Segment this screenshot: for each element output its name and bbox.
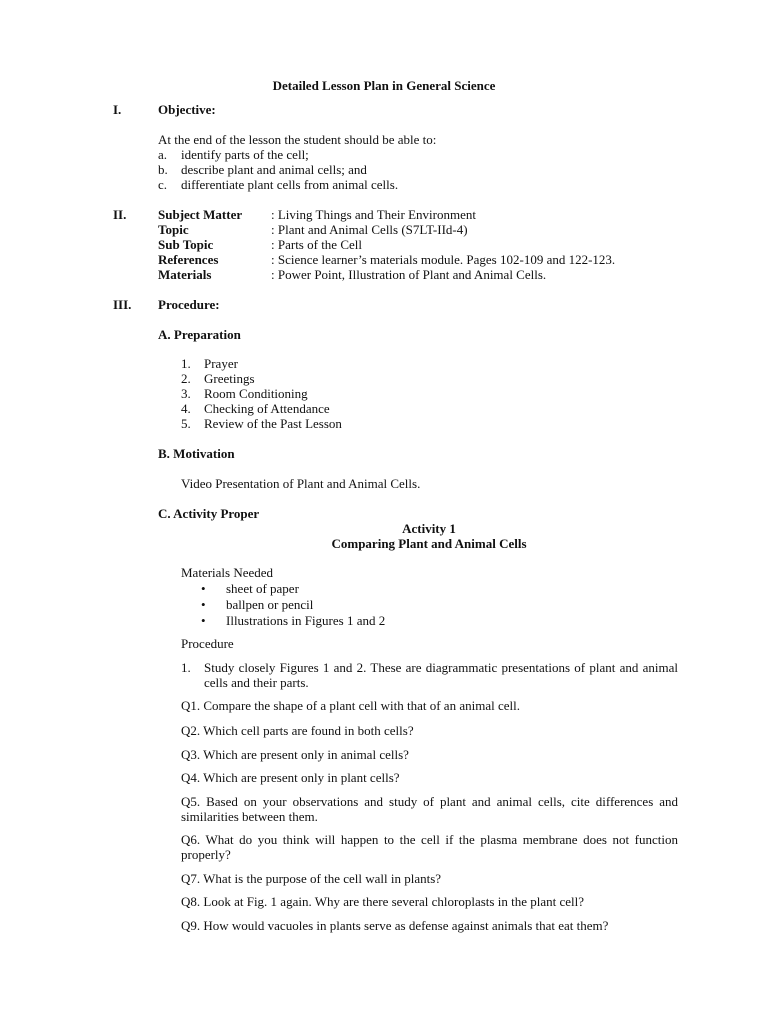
materials-value: : Power Point, Illustration of Plant and Animal Cells. <box>271 267 547 282</box>
objective-item: identify parts of the cell; <box>181 147 309 162</box>
material-item: Illustrations in Figures 1 and 2 <box>226 613 386 628</box>
topic-label: Topic <box>158 222 189 237</box>
objective-marker: c. <box>158 177 168 192</box>
question-5: Q5. Based on your observations and study of plant and animal cells, cite differences and similarities between them. <box>181 794 678 824</box>
preparation-item: Review of the Past Lesson <box>204 416 342 431</box>
preparation-item: Room Conditioning <box>204 386 308 401</box>
section-2-number: II. <box>113 207 127 222</box>
activity-proper-heading: C. Activity Proper <box>158 506 260 521</box>
materials-label: Materials <box>158 267 212 282</box>
question-6: Q6. What do you think will happen to the cell if the plasma membrane does not function properly? <box>181 832 678 862</box>
preparation-item: Checking of Attendance <box>204 401 330 416</box>
bullet-icon: • <box>201 613 206 628</box>
question-7: Q7. What is the purpose of the cell wall in plants? <box>181 871 442 886</box>
subject-matter-value: : Living Things and Their Environment <box>271 207 476 222</box>
objective-marker: b. <box>158 162 168 177</box>
material-item: ballpen or pencil <box>226 597 314 612</box>
references-value: : Science learner’s materials module. Pages 102-109 and 122-123. <box>271 252 616 267</box>
question-3: Q3. Which are present only in animal cells? <box>181 747 409 762</box>
materials-needed-label: Materials Needed <box>181 565 274 580</box>
preparation-marker: 1. <box>181 356 191 371</box>
preparation-marker: 5. <box>181 416 191 431</box>
objective-item: describe plant and animal cells; and <box>181 162 367 177</box>
bullet-icon: • <box>201 597 206 612</box>
bullet-icon: • <box>201 581 206 596</box>
objective-marker: a. <box>158 147 168 162</box>
references-label: References <box>158 252 219 267</box>
section-3-number: III. <box>113 297 132 312</box>
activity-title: Activity 1 <box>402 521 456 536</box>
topic-value: : Plant and Animal Cells (S7LT-IId-4) <box>271 222 468 237</box>
question-2: Q2. Which cell parts are found in both cells? <box>181 723 414 738</box>
section-1-number: I. <box>113 102 122 117</box>
section-1-heading: Objective: <box>158 102 216 117</box>
preparation-marker: 2. <box>181 371 191 386</box>
motivation-text: Video Presentation of Plant and Animal Cells. <box>181 476 421 491</box>
question-4: Q4. Which are present only in plant cells? <box>181 770 400 785</box>
subject-matter-label: Subject Matter <box>158 207 243 222</box>
sub-topic-label: Sub Topic <box>158 237 214 252</box>
activity-subtitle: Comparing Plant and Animal Cells <box>331 536 527 551</box>
preparation-marker: 3. <box>181 386 191 401</box>
question-8: Q8. Look at Fig. 1 again. Why are there several chloroplasts in the plant cell? <box>181 894 584 909</box>
objective-item: differentiate plant cells from animal cells. <box>181 177 399 192</box>
material-item: sheet of paper <box>226 581 299 596</box>
question-1: Q1. Compare the shape of a plant cell with that of an animal cell. <box>181 698 520 713</box>
procedure-step-1: Study closely Figures 1 and 2. These are diagrammatic presentations of plant and animal cells and their parts. <box>204 660 678 690</box>
procedure-label: Procedure <box>181 636 234 651</box>
preparation-heading: A. Preparation <box>158 327 241 342</box>
question-9: Q9. How would vacuoles in plants serve as defense against animals that eat them? <box>181 918 609 933</box>
preparation-marker: 4. <box>181 401 191 416</box>
motivation-heading: B. Motivation <box>158 446 235 461</box>
preparation-item: Prayer <box>204 356 238 371</box>
section-3-heading: Procedure: <box>158 297 220 312</box>
objective-intro: At the end of the lesson the student should be able to: <box>158 132 437 147</box>
procedure-step-marker: 1. <box>181 660 191 675</box>
document-title: Detailed Lesson Plan in General Science <box>272 78 496 93</box>
preparation-item: Greetings <box>204 371 255 386</box>
sub-topic-value: : Parts of the Cell <box>271 237 362 252</box>
